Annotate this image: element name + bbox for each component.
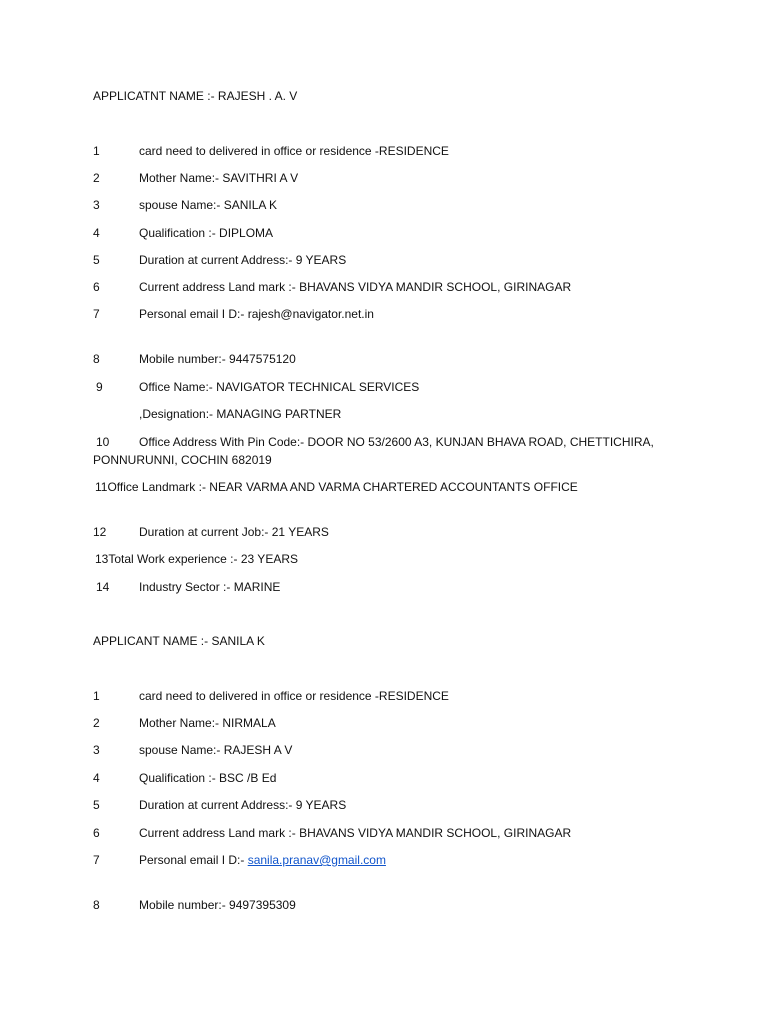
item-number: 8 [93, 352, 100, 366]
item-text: ,Designation:- MANAGING PARTNER [139, 407, 342, 421]
item-text: Qualification :- BSC /B Ed [139, 771, 277, 785]
item-text-with-link [139, 852, 386, 868]
applicant1-item-11: 11Office Landmark :- NEAR VARMA AND VARMA CHARTERED ACCOUNTANTS OFFICE [95, 480, 578, 494]
item-number: 7 [93, 853, 100, 867]
item-number: 6 [93, 826, 100, 840]
item-text: Mobile number:- 9497395309 [139, 898, 296, 912]
item-text: Mother Name:- NIRMALA [139, 716, 276, 730]
item-number: 4 [93, 226, 100, 240]
item-number: 1 [93, 144, 100, 158]
item-text: Office Address With Pin Code:- DOOR NO 53/2600 A3, KUNJAN BHAVA ROAD, CHETTICHIRA, [139, 435, 654, 449]
applicant1-item-13: 13Total Work experience :- 23 YEARS [95, 552, 298, 566]
item-number: 7 [93, 307, 100, 321]
item-number: 14 [96, 580, 110, 594]
item-text: Office Name:- NAVIGATOR TECHNICAL SERVICES [139, 380, 420, 394]
item-text: Mother Name:- SAVITHRI A V [139, 171, 299, 185]
item-text: Duration at current Address:- 9 YEARS [139, 798, 347, 812]
item-number: 3 [93, 198, 100, 212]
item-number: 2 [93, 716, 100, 730]
item-number: 6 [93, 280, 100, 294]
item-number: 8 [93, 898, 100, 912]
item-number: 5 [93, 253, 100, 267]
item-text: Current address Land mark :- BHAVANS VIDYA MANDIR SCHOOL, GIRINAGAR [139, 826, 572, 840]
item-text: Mobile number:- 9447575120 [139, 352, 296, 366]
item-number: 1 [93, 689, 100, 703]
item-text: card need to delivered in office or residence -RESIDENCE [139, 144, 449, 158]
item-text: Duration at current Job:- 21 YEARS [139, 525, 329, 539]
item-number: 3 [93, 743, 100, 757]
applicant2-header: APPLICANT NAME :- SANILA K [93, 634, 265, 648]
item-text: Qualification :- DIPLOMA [139, 226, 274, 240]
item-text: Personal email I D:- rajesh@navigator.net.in [139, 307, 374, 321]
item-number: 5 [93, 798, 100, 812]
applicant1-header: APPLICATNT NAME :- RAJESH . A. V [93, 89, 298, 103]
item-number: 10 [96, 435, 110, 449]
item-text: Current address Land mark :- BHAVANS VIDYA MANDIR SCHOOL, GIRINAGAR [139, 280, 572, 294]
item-text: spouse Name:- SANILA K [139, 198, 278, 212]
item-text: card need to delivered in office or residence -RESIDENCE [139, 689, 449, 703]
item-number: 12 [93, 525, 107, 539]
item-number: 9 [96, 380, 103, 394]
item-number: 4 [93, 771, 100, 785]
item-text: Industry Sector :- MARINE [139, 580, 281, 594]
applicant1-address-continuation: PONNURUNNI, COCHIN 682019 [93, 453, 272, 467]
item-text: Duration at current Address:- 9 YEARS [139, 253, 347, 267]
item-text: spouse Name:- RAJESH A V [139, 743, 293, 757]
item-number: 2 [93, 171, 100, 185]
item-text: Personal email I D:- [139, 853, 248, 867]
email-link[interactable]: sanila.pranav@gmail.com [247, 853, 386, 867]
